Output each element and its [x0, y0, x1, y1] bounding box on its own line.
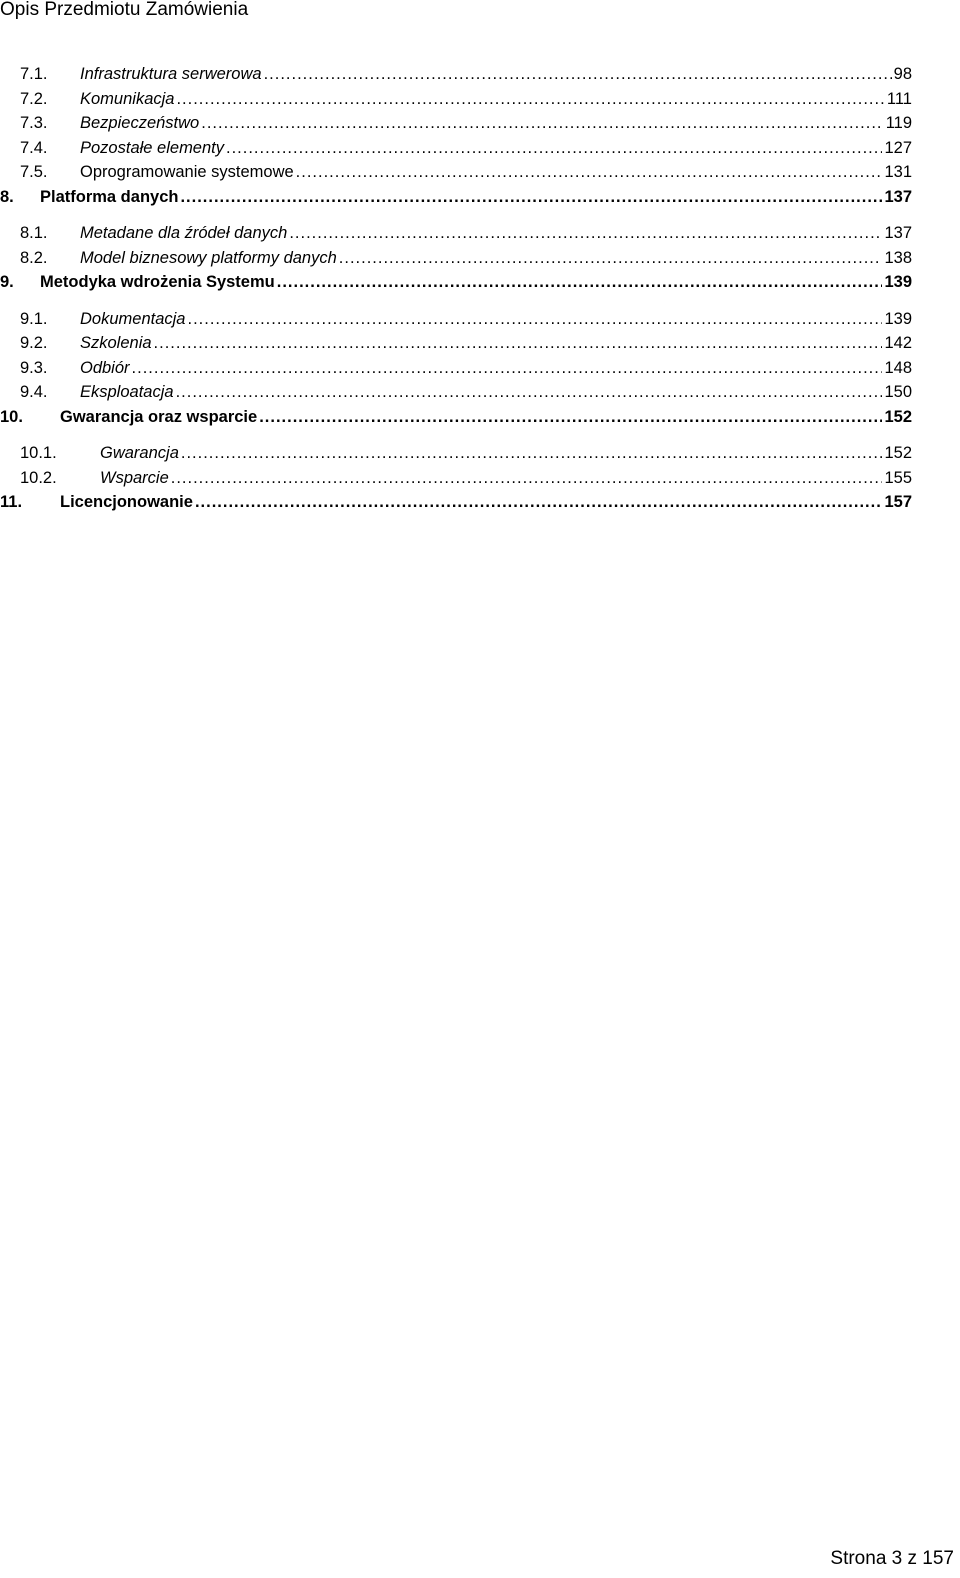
toc-entry[interactable] [0, 441, 912, 466]
toc-entry-page: 152 [884, 407, 912, 426]
toc-entry[interactable] [0, 466, 912, 491]
toc-entry-number: 9.2. [20, 334, 48, 352]
toc-entry-page: 150 [884, 383, 912, 401]
toc-entry-title: Szkolenia [80, 334, 152, 352]
toc-entry[interactable] [0, 62, 912, 87]
toc-entry[interactable] [0, 160, 912, 185]
toc-entry-number: 7.2. [20, 89, 48, 108]
toc-entry-page: 131 [884, 163, 912, 181]
toc-entry-title: Metadane dla źródeł danych [80, 224, 288, 242]
toc-entry-page: 119 [885, 114, 912, 132]
toc-entry-number: 9.4. [20, 383, 48, 401]
toc-entry-number: 8. [0, 187, 14, 206]
toc-entry-title: Bezpieczeństwo [80, 114, 200, 132]
toc-entry-page: 148 [884, 358, 912, 377]
toc-dot-leader [176, 380, 883, 405]
toc-entry[interactable] [0, 221, 912, 246]
toc-dot-leader [289, 221, 882, 246]
toc-entry[interactable] [0, 87, 912, 112]
toc-entry-number: 7.3. [20, 114, 48, 132]
toc-entry[interactable] [0, 246, 912, 271]
toc-entry-number: 8.1. [20, 224, 48, 242]
page-number-footer: Strona 3 z 157 [830, 1548, 954, 1569]
toc-entry-title: Komunikacja [80, 89, 175, 108]
toc-entry-page: 157 [884, 493, 912, 511]
page-header-title: Opis Przedmiotu Zamówienia [0, 0, 249, 20]
toc-entry-title: Licencjonowanie [60, 493, 193, 511]
toc-dot-leader [226, 136, 882, 161]
toc-entry-page: 98 [893, 65, 912, 83]
table-of-contents [0, 62, 912, 515]
toc-dot-leader [132, 356, 883, 381]
toc-dot-leader [201, 111, 883, 136]
toc-entry[interactable] [0, 380, 912, 405]
toc-dot-leader [154, 331, 883, 356]
toc-entry-title: Platforma danych [40, 187, 179, 206]
toc-entry-page: 155 [884, 468, 912, 487]
toc-entry-number: 8.2. [20, 248, 48, 267]
toc-entry[interactable] [0, 356, 912, 381]
toc-entry-number: 10. [0, 407, 23, 426]
toc-dot-leader [180, 185, 882, 210]
toc-entry-title: Metodyka wdrożenia Systemu [40, 273, 275, 291]
toc-entry-number: 7.5. [20, 163, 48, 181]
toc-entry-title: Gwarancja [100, 444, 179, 462]
toc-entry-number: 7.1. [20, 65, 48, 83]
toc-entry[interactable] [0, 111, 912, 136]
toc-entry-title: Wsparcie [100, 468, 169, 487]
toc-entry-title: Odbiór [80, 358, 130, 377]
toc-entry-page: 139 [884, 273, 912, 291]
toc-entry-title: Infrastruktura serwerowa [80, 65, 262, 83]
toc-dot-leader [277, 270, 883, 295]
toc-entry-title: Dokumentacja [80, 309, 186, 328]
toc-entry-number: 7.4. [20, 138, 48, 157]
toc-entry-page: 137 [884, 224, 912, 242]
toc-entry[interactable] [0, 331, 912, 356]
toc-dot-leader [296, 160, 883, 185]
toc-dot-leader [259, 405, 882, 430]
toc-entry[interactable] [0, 136, 912, 161]
toc-entry[interactable] [0, 405, 912, 430]
toc-dot-leader [339, 246, 883, 271]
toc-entry-number: 11. [0, 493, 23, 511]
toc-dot-leader [181, 441, 883, 466]
toc-entry[interactable] [0, 490, 912, 515]
toc-entry-title: Oprogramowanie systemowe [80, 163, 294, 181]
toc-dot-leader [176, 87, 884, 112]
toc-entry-page: 127 [884, 138, 912, 157]
toc-entry-number: 9.1. [20, 309, 48, 328]
toc-entry-page: 111 [886, 89, 912, 108]
toc-dot-leader [171, 466, 883, 491]
toc-dot-leader [195, 490, 883, 515]
toc-dot-leader [264, 62, 892, 87]
toc-entry-number: 10.2. [20, 468, 57, 487]
toc-dot-leader [187, 307, 882, 332]
toc-entry-number: 9. [0, 273, 14, 291]
toc-entry-page: 142 [884, 334, 912, 352]
toc-entry-title: Gwarancja oraz wsparcie [60, 407, 258, 426]
toc-entry-page: 139 [884, 309, 912, 328]
toc-entry-number: 9.3. [20, 358, 48, 377]
toc-entry[interactable] [0, 307, 912, 332]
toc-entry-page: 138 [884, 248, 912, 267]
toc-entry[interactable] [0, 270, 912, 295]
toc-entry-title: Model biznesowy platformy danych [80, 248, 337, 267]
toc-entry-title: Pozostałe elementy [80, 138, 224, 157]
toc-entry[interactable] [0, 185, 912, 210]
toc-entry-title: Eksploatacja [80, 383, 174, 401]
toc-entry-number: 10.1. [20, 444, 57, 462]
toc-entry-page: 152 [884, 444, 912, 462]
toc-entry-page: 137 [884, 187, 912, 206]
